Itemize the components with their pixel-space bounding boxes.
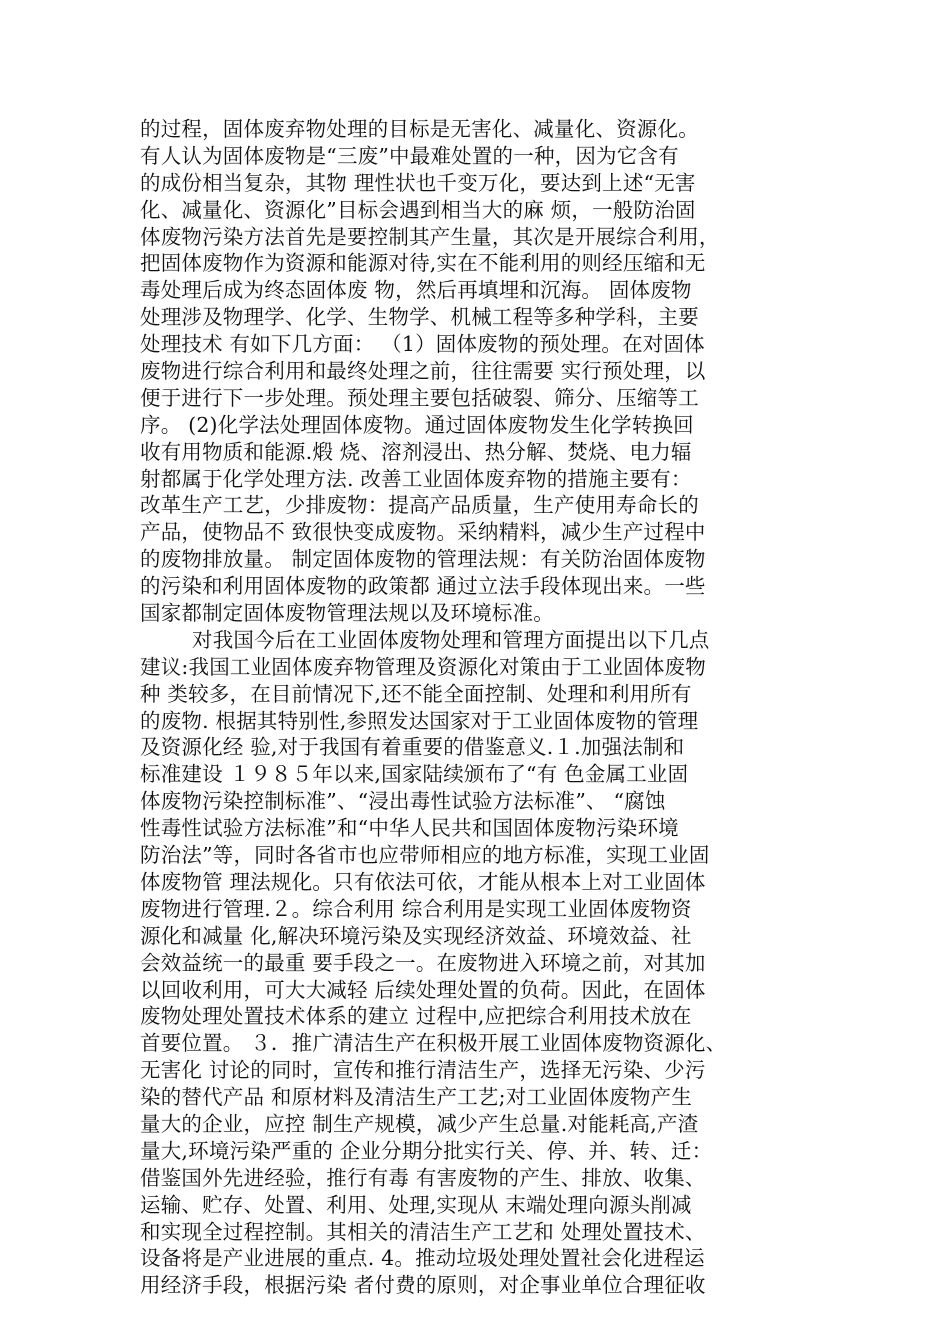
text-line: 首要位置。 ３．推广清洁生产在积极开展工业固体废物资源化、 <box>140 1031 727 1056</box>
text-line: 用经济手段，根据污染 者付费的原则，对企事业单位合理征收 <box>140 1273 706 1298</box>
text-line: 便于进行下一步处理。预处理主要包括破裂、筛分、压缩等工 <box>140 385 699 410</box>
text-line-content: 对我国今后在工业固体废物处理和管理方面提出以下几点 <box>192 627 710 652</box>
text-line: 化、减量化、资源化”目标会遇到相当大的麻 烦，一般防治固 <box>140 197 696 222</box>
text-line: 防治法”等，同时各省市也应带师相应的地方标准，实现工业固 <box>140 843 710 868</box>
text-line: 有人认为固体废物是“三废”中最难处置的一种，因为它含有 <box>140 143 679 168</box>
text-line: 及资源化经 验,对于我国有着重要的借鉴意义.１.加强法制和 <box>140 735 685 760</box>
text-line: 运输、贮存、处置、利用、处理,实现从 末端处理向源头削减 <box>140 1192 692 1217</box>
paragraph-2 <box>140 627 812 1299</box>
document-body <box>140 116 812 1299</box>
text-line: 体废物污染控制标准”、“浸出毒性试验方法标准”、 “腐蚀 <box>140 789 666 814</box>
text-line: 收有用物质和能源.煅 烧、溶剂浸出、热分解、焚烧、电力辐 <box>140 439 692 464</box>
text-line: 标准建设 １９８５年以来,国家陆续颁布了“有 色金属工业固 <box>140 762 689 787</box>
text-line: 设备将是产业进展的重点. 4。推动垃圾处理处置社会化进程运 <box>140 1246 705 1271</box>
text-line: 的废物排放量。 制定固体废物的管理法规：有关防治固体废物 <box>140 547 706 572</box>
text-line: 染的替代产品 和原材料及清洁生产工艺;对工业固体废物产生 <box>140 1085 693 1110</box>
text-line: 量大的企业，应控 制生产规模，减少产生总量.对能耗高,产渣 <box>140 1111 699 1136</box>
text-line: 和实现全过程控制。其相关的清洁生产工艺和 处理处置技术、 <box>140 1219 706 1244</box>
text-line: 废物进行综合利用和最终处理之前，往往需要 实行预处理，以 <box>140 359 706 384</box>
text-line: 会效益统一的最重 要手段之一。在废物进入环境之前，对其加 <box>140 950 706 975</box>
text-line: 的污染和利用固体废物的政策都 通过立法手段体现出来。一些 <box>140 574 706 599</box>
text-line: 毒处理后成为终态固体废 物，然后再填埋和沉海。 固体废物 <box>140 278 692 303</box>
text-line: 产品，使物品不 致很快变成废物。采纳精料，减少生产过程中 <box>140 520 706 545</box>
text-line: 以回收利用，可大大减轻 后续处理处置的负荷。因此，在固体 <box>140 977 706 1002</box>
text-line: 的废物. 根据其特别性,参照发达国家对于工业固体废物的管理 <box>140 708 699 733</box>
text-line: 量大,环境污染严重的 企业分期分批实行关、停、并、转、迁： <box>140 1138 713 1163</box>
text-line: 的过程，固体废弃物处理的目标是无害化、减量化、资源化。 <box>140 117 699 141</box>
text-line: 射都属于化学处理方法. 改善工业固体废弃物的措施主要有： <box>140 466 692 491</box>
text-line: 体废物污染方法首先是要控制其产生量，其次是开展综合利用， <box>140 224 720 249</box>
paragraph-1 <box>140 116 812 627</box>
text-line: 源化和减量 化,解决环境污染及实现经济效益、环境效益、社 <box>140 923 692 948</box>
text-line: 序。 (2)化学法处理固体废物。通过固体废物发生化学转换回 <box>140 412 694 437</box>
text-line: 建议:我国工业固体废弃物管理及资源化对策由于工业固体废物 <box>140 654 707 679</box>
text-line: 处理涉及物理学、化学、生物学、机械工程等多种学科，主要 <box>140 305 699 330</box>
text-line: 无害化 讨论的同时，宣传和推行清洁生产，选择无污染、少污 <box>140 1058 706 1083</box>
text-line: 性毒性试验方法标准”和“中华人民共和国固体废物污染环境 <box>140 816 679 841</box>
text-line: 国家都制定固体废物管理法规以及环境标准。 <box>140 601 554 626</box>
text-line: 废物进行管理.２。综合利用 综合利用是实现工业固体废物资 <box>140 896 692 921</box>
text-line: 的成份相当复杂，其物 理性状也千变万化，要达到上述“无害 <box>140 170 696 195</box>
text-line: 把固体废物作为资源和能源对待,实在不能利用的则经压缩和无 <box>140 251 706 276</box>
text-line <box>140 627 812 654</box>
text-line: 种 类较多，在目前情况下,还不能全面控制、处理和利用所有 <box>140 681 692 706</box>
text-line: 废物处理处置技术体系的建立 过程中,应把综合利用技术放在 <box>140 1004 692 1029</box>
text-line: 处理技术 有如下几方面： （1）固体废物的预处理。在对固体 <box>140 332 705 357</box>
text-line: 借鉴国外先进经验，推行有毒 有害废物的产生、排放、收集、 <box>140 1165 706 1190</box>
text-line: 体废物管 理法规化。只有依法可依，才能从根本上对工业固体 <box>140 869 706 894</box>
text-line: 改革生产工艺，少排废物：提高产品质量，生产使用寿命长的 <box>140 493 699 518</box>
